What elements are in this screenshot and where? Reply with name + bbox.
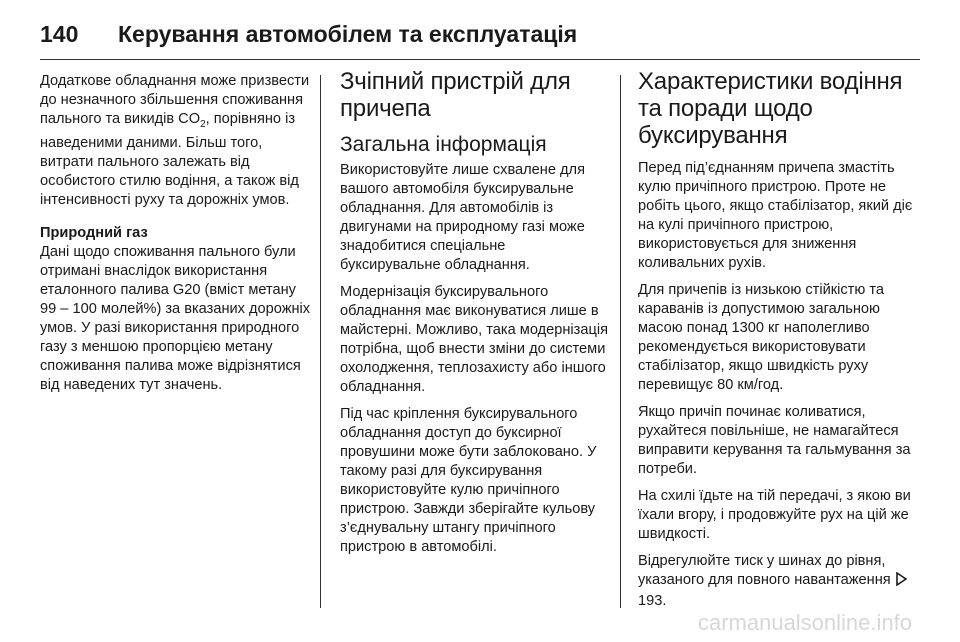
towbar-paragraph-2: Модернізація буксирувального обладнання має виконуватися лише в майстерні. Можливо, така модернізація потрібна, щоб внести зміни до системи охолодження, теплозахисту або іншого обладнання. (340, 284, 608, 395)
column-divider-1 (320, 75, 321, 608)
page-number: 140 (40, 20, 79, 47)
fuel-consumption-note (40, 72, 312, 210)
natural-gas-heading: Природний газ (40, 224, 148, 241)
towing-paragraph-4: На схилі їдьте на тій передачі, з якою ви їхали вгору, і продовжуйте рух на цій же швидкості. (638, 488, 911, 542)
page-reference-arrow-icon[interactable] (895, 572, 907, 592)
column-1 (40, 72, 312, 403)
towbar-paragraph-1: Використовуйте лише схвалене для вашого автомобіля буксирувальне обладнання. Для автомобілів із двигунами на природному газі може знадобитися спеціальне буксирувальне обладнання. (340, 162, 585, 273)
towing-paragraph-1: Перед під’єднанням причепа змастіть кулю причіпного пристрою. Проте не робіть цього, якщо стабілізатор, який діє на кулі причіпного пристрою, використовується для зниження коливальних рухів. (638, 160, 913, 271)
note-text-end: , порівняно із наведеними даними. Більш того, витрати пального залежать від особистого стилю водіння, а також від інтенсивності руху та дорожніх умов. (40, 111, 299, 208)
towbar-section-title: Зчіпний пристрій для причепа (340, 68, 571, 122)
page-header (40, 14, 920, 54)
towing-paragraph-3: Якщо причіп починає коливатися, рухайтеся повільніше, не намагайтеся виправити керування та гальмування за потреби. (638, 404, 911, 477)
general-info-heading: Загальна інформація (340, 133, 547, 156)
column-divider-2 (620, 75, 621, 608)
page-title: Керування автомобілем та експлуатація (118, 20, 578, 47)
tyre-pressure-text: Відрегулюйте тиск у шинах до рівня, указаного для повного навантаження (638, 553, 895, 588)
column-3 (638, 68, 913, 619)
towing-paragraph-5 (638, 552, 913, 611)
column-2 (340, 68, 608, 565)
towing-tips-title: Характеристики водіння та поради щодо буксирування (638, 68, 903, 149)
natural-gas-text: Дані щодо споживання пального були отримані внаслідок використання еталонного палива G20 (вміст метану 99 – 100 молей%) за вказаних дорожніх умов. У разі використання природного газу з меншою пропорцією метану споживання палива може відрізнятися від наведених тут значень. (40, 243, 311, 393)
towbar-paragraph-3: Під час кріплення буксирувального обладнання доступ до буксирної провушини може бути заблоковано. У такому разі для буксирування використовуйте кулю причіпного пристрою. Завжди зберігайте кульову з’єднувальну штангу причіпного пристрою в автомобілі. (340, 406, 597, 555)
header-divider (40, 59, 920, 60)
note-text-start: Додаткове обладнання може призвести до незначного збільшення споживання пального та викидів CO (40, 73, 310, 127)
co2-subscript: 2 (200, 118, 206, 130)
watermark: carmanualsonline.info (697, 610, 912, 635)
page-reference-number[interactable]: 193. (638, 593, 667, 609)
towing-paragraph-2: Для причепів із низькою стійкістю та караванів із допустимою загальною масою понад 1300 кг наполегливо рекомендується використовувати стабілізатор, якщо швидкість руху перевищує 80 км/год. (638, 282, 884, 393)
